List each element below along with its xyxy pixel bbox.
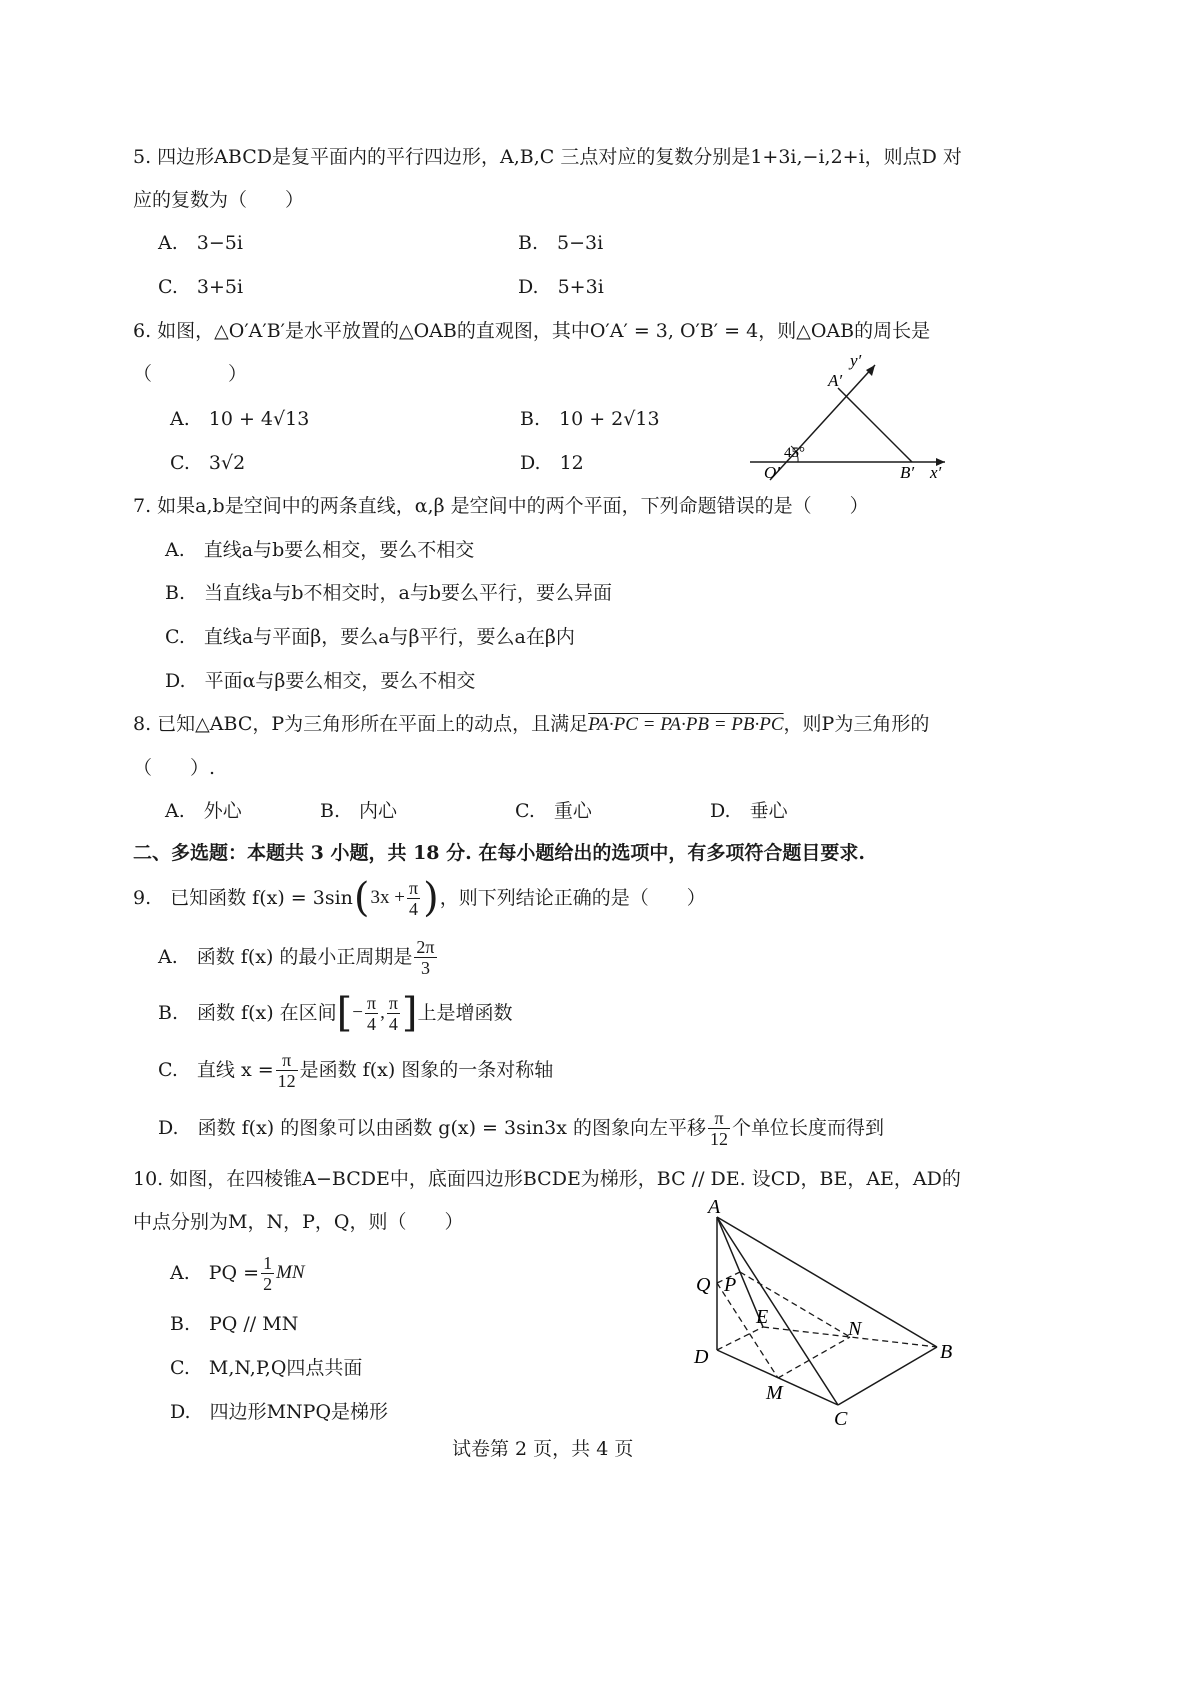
q6-label-a: A′ [828, 371, 843, 390]
q10-option-a-num: 1 [263, 1252, 273, 1273]
q9-option-b-text2: 上是增函数 [417, 1002, 513, 1024]
q9-option-b-bracket-right: ] [401, 990, 418, 1036]
q9-paren-content: 3x + [370, 887, 405, 908]
q10-option-a-den: 2 [263, 1273, 273, 1294]
q6-label-y: y′ [850, 351, 862, 370]
q7-option-a: A. 直线a与b要么相交，要么不相交 [165, 539, 475, 561]
q9-option-c-num: π [276, 1050, 298, 1071]
q10-pyramid-figure [690, 1195, 970, 1435]
q8-stem-part1: 8. 已知△ABC，P为三角形所在平面上的动点，且满足 [133, 713, 589, 735]
q6-label-x: x′ [930, 463, 942, 482]
q9-option-b-neg: − [352, 1002, 363, 1023]
q7-option-c: C. 直线a与平面β，要么a与β平行，要么a在β内 [165, 626, 575, 648]
q10-stem-line1: 10. 如图，在四棱锥A−BCDE中，底面四边形BCDE为梯形，BC // DE. 设CD，BE，AE，AD的 [133, 1168, 961, 1190]
q9-option-d-fraction [708, 1108, 730, 1149]
q7-option-b: B. 当直线a与b不相交时，a与b要么平行，要么异面 [165, 582, 612, 604]
q9-frac-num: π [408, 877, 419, 898]
q9-option-b-frac1 [365, 993, 378, 1034]
q9-paren-left: ( [353, 875, 370, 921]
q10-option-a-fraction [261, 1253, 274, 1294]
q9-option-b-frac1-num: π [366, 992, 377, 1013]
q9-option-b-frac2-num: π [388, 992, 398, 1013]
q6-option-b: B. 10 + 2√13 [520, 408, 660, 430]
q8-stem-part2: ，则P为三角形的 [783, 713, 930, 735]
q10-option-a-text1: A. PQ = [170, 1262, 260, 1284]
q10-option-c: C. M,N,P,Q四点共面 [170, 1357, 363, 1379]
q5-stem-line2: 应的复数为（ ） [133, 189, 305, 211]
q9-option-b [158, 990, 513, 1036]
q6-label-o: O′ [764, 463, 780, 482]
q9-option-c [158, 1047, 553, 1093]
q5-option-d: D. 5+3i [518, 276, 604, 298]
q9-stem-part1: 9. 已知函数 f(x) = 3sin [133, 887, 353, 909]
q9-paren-right: ) [423, 875, 439, 921]
q9-option-b-frac1-den: 4 [367, 1013, 377, 1034]
q5-option-a: A. 3−5i [158, 232, 243, 254]
q9-option-b-bracket-left: [ [336, 990, 353, 1036]
q9-option-c-text1: C. 直线 x = [158, 1059, 274, 1081]
q6-option-d: D. 12 [520, 452, 584, 474]
q6-figure [740, 350, 960, 485]
q10-option-a-text2: MN [276, 1262, 305, 1283]
section-2-heading: 二、多选题：本题共 3 小题，共 18 分. 在每小题给出的选项中，有多项符合题目要求. [133, 842, 865, 864]
q10-label-q: Q [696, 1274, 711, 1296]
q8-vector-equation: PA·PC = PA·PB = PB·PC [588, 714, 784, 735]
q9-option-d-text1: D. 函数 f(x) 的图象可以由函数 g(x) = 3sin3x 的图象向左平移 [158, 1117, 706, 1139]
q9-frac-den: 4 [409, 898, 419, 919]
q6-option-a: A. 10 + 4√13 [170, 408, 310, 430]
q9-option-d-den: 12 [710, 1128, 728, 1149]
q10-edge-de [717, 1327, 763, 1350]
q6-label-angle: 45° [784, 445, 805, 461]
q10-label-p: P [724, 1274, 737, 1296]
q9-option-b-text1: B. 函数 f(x) 在区间 [158, 1002, 337, 1024]
q6-edge-ab [838, 388, 912, 462]
q9-option-d [158, 1105, 884, 1151]
q9-option-a-den: 3 [420, 957, 430, 978]
q10-option-b: B. PQ // MN [170, 1313, 299, 1335]
q9-option-b-frac2 [387, 993, 400, 1034]
q9-option-c-den: 12 [277, 1070, 296, 1091]
q6-stem-line2: （ ） [133, 363, 248, 385]
q10-edge-cb [838, 1347, 937, 1405]
q10-label-n: N [848, 1318, 862, 1340]
q9-option-a-fraction [414, 937, 436, 978]
q5-option-b: B. 5−3i [518, 232, 604, 254]
q8-option-c: C. 重心 [515, 800, 592, 822]
q9-option-b-frac2-den: 4 [388, 1013, 398, 1034]
q8-stem-line2: （ ）. [133, 757, 216, 779]
q10-label-e: E [756, 1306, 769, 1328]
q9-option-c-text2: 是函数 f(x) 图象的一条对称轴 [299, 1059, 554, 1081]
q10-stem-line2: 中点分别为M，N，P，Q，则（ ） [133, 1211, 464, 1233]
q5-stem-line1: 5. 四边形ABCD是复平面内的平行四边形，A,B,C 三点对应的复数分别是1+3i,−i,2+i，则点D 对 [133, 146, 962, 168]
q8-option-b: B. 内心 [320, 800, 398, 822]
q10-option-a [170, 1250, 305, 1296]
q6-option-c: C. 3√2 [170, 452, 246, 474]
q8-stem-line1 [133, 711, 929, 738]
q6-label-b: B′ [900, 463, 915, 482]
q10-label-d: D [694, 1346, 709, 1368]
page-footer: 试卷第 2 页，共 4 页 [452, 1438, 634, 1460]
q9-option-b-comma: , [380, 1002, 385, 1023]
q10-segment-mn [778, 1337, 850, 1378]
q9-stem-part2: ，则下列结论正确的是（ ） [439, 887, 706, 909]
q8-option-d: D. 垂心 [710, 800, 788, 822]
q7-option-d: D. 平面α与β要么相交，要么不相交 [165, 670, 476, 692]
q10-label-m: M [766, 1382, 783, 1404]
q7-stem: 7. 如果a,b是空间中的两条直线，α,β 是空间中的两个平面，下列命题错误的是（ ） [133, 495, 869, 517]
q5-option-c: C. 3+5i [158, 276, 244, 298]
q6-stem-line1: 6. 如图，△O′A′B′是水平放置的△OAB的直观图，其中O′A′ = 3, O′B′ = 4，则△OAB的周长是 [133, 320, 931, 342]
q9-option-d-num: π [708, 1108, 730, 1129]
q9-option-d-text2: 个单位长度而得到 [732, 1117, 885, 1139]
q10-option-d: D. 四边形MNPQ是梯形 [170, 1401, 389, 1423]
q9-option-a-num: 2π [416, 936, 435, 957]
q10-label-c: C [834, 1408, 848, 1430]
q9-fraction-pi-4 [407, 878, 420, 919]
q9-stem [133, 875, 706, 921]
q9-option-a-text: A. 函数 f(x) 的最小正周期是 [158, 946, 413, 968]
q10-edge-ab [717, 1217, 937, 1347]
q8-option-a: A. 外心 [165, 800, 242, 822]
q9-option-c-fraction [276, 1050, 298, 1091]
q9-option-a [158, 934, 439, 980]
q10-label-a: A [708, 1196, 721, 1218]
q10-label-b: B [940, 1341, 953, 1363]
